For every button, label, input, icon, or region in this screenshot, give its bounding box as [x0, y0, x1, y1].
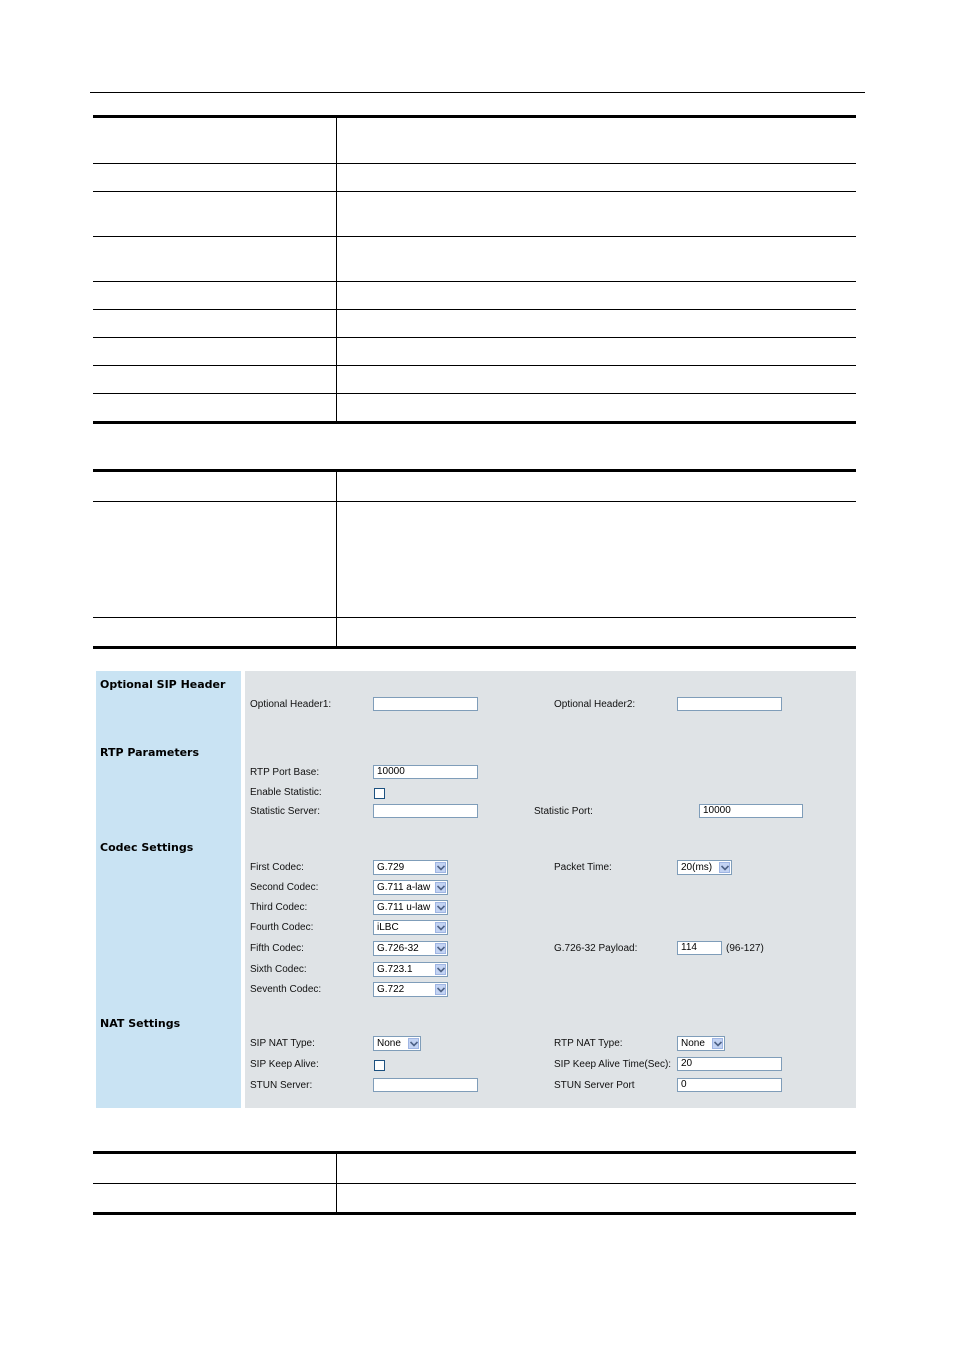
- third-codec-select[interactable]: [373, 900, 448, 915]
- sixth-codec-select[interactable]: [373, 962, 448, 977]
- settings-form: [245, 671, 856, 1108]
- statistic-port-label: Statistic Port:: [534, 806, 593, 817]
- g726-payload-range: (96-127): [726, 943, 764, 954]
- chevron-down-icon: [719, 862, 730, 873]
- table-row: [93, 164, 856, 192]
- chevron-down-icon: [435, 943, 446, 954]
- first-codec-label: First Codec:: [250, 862, 304, 873]
- chevron-down-icon: [435, 902, 446, 913]
- stun-server-port-label: STUN Server Port: [554, 1080, 635, 1091]
- second-codec-label: Second Codec:: [250, 882, 319, 893]
- sip-advanced-settings-panel: [96, 671, 856, 1108]
- enable-statistic-label: Enable Statistic:: [250, 787, 322, 798]
- parameter-table-1: [93, 115, 856, 424]
- optional-header1-label: Optional Header1:: [250, 699, 332, 710]
- seventh-codec-select[interactable]: [373, 982, 448, 997]
- chevron-down-icon: [435, 984, 446, 995]
- first-codec-value: G.729: [377, 862, 405, 873]
- optional-header2-input[interactable]: [677, 697, 782, 711]
- table-bottom-rule: [93, 646, 856, 649]
- table-row: [93, 472, 856, 502]
- fourth-codec-value: iLBC: [377, 922, 399, 933]
- table-row: [93, 118, 856, 164]
- second-codec-select[interactable]: [373, 880, 448, 895]
- optional-header2-label: Optional Header2:: [554, 699, 636, 710]
- section-title-nat-settings: NAT Settings: [100, 1017, 181, 1030]
- statistic-port-input[interactable]: 10000: [699, 804, 803, 818]
- stun-server-input[interactable]: [373, 1078, 478, 1092]
- chevron-down-icon: [435, 964, 446, 975]
- second-codec-value: G.711 a-law: [377, 882, 431, 893]
- section-title-optional-sip-header: Optional SIP Header: [100, 678, 226, 691]
- table-row: [93, 237, 856, 282]
- third-codec-value: G.711 u-law: [377, 902, 431, 913]
- seventh-codec-value: G.722: [377, 984, 405, 995]
- section-title-codec-settings: Codec Settings: [100, 841, 194, 854]
- rtp-nat-type-label: RTP NAT Type:: [554, 1038, 623, 1049]
- table-row: [93, 1184, 856, 1212]
- parameter-table-3: [93, 1151, 856, 1215]
- stun-server-label: STUN Server:: [250, 1080, 313, 1091]
- sixth-codec-label: Sixth Codec:: [250, 964, 307, 975]
- statistic-server-label: Statistic Server:: [250, 806, 321, 817]
- table-row: [93, 338, 856, 366]
- fifth-codec-label: Fifth Codec:: [250, 943, 304, 954]
- sip-nat-type-value: None: [377, 1038, 401, 1049]
- table-bottom-rule: [93, 1212, 856, 1215]
- seventh-codec-label: Seventh Codec:: [250, 984, 322, 995]
- sip-nat-type-label: SIP NAT Type:: [250, 1038, 315, 1049]
- stun-server-port-input[interactable]: 0: [677, 1078, 782, 1092]
- chevron-down-icon: [435, 882, 446, 893]
- fourth-codec-label: Fourth Codec:: [250, 922, 314, 933]
- table-row: [93, 282, 856, 310]
- rtp-nat-type-select[interactable]: [677, 1036, 725, 1051]
- g726-payload-input[interactable]: 114: [677, 941, 722, 955]
- table-row: [93, 366, 856, 394]
- section-title-rtp-parameters: RTP Parameters: [100, 746, 200, 759]
- table-row: [93, 1154, 856, 1184]
- packet-time-select[interactable]: [677, 860, 732, 875]
- parameter-table-2: [93, 469, 856, 649]
- sip-keep-alive-checkbox[interactable]: [374, 1060, 385, 1071]
- table-row: [93, 502, 856, 618]
- optional-header1-input[interactable]: [373, 697, 478, 711]
- sip-nat-type-select[interactable]: [373, 1036, 421, 1051]
- section-sidebar: [96, 671, 241, 1108]
- table-bottom-rule: [93, 421, 856, 424]
- table-row: [93, 192, 856, 237]
- fifth-codec-select[interactable]: [373, 941, 448, 956]
- rtp-port-base-input[interactable]: 10000: [373, 765, 478, 779]
- sixth-codec-value: G.723.1: [377, 964, 413, 975]
- chevron-down-icon: [408, 1038, 419, 1049]
- g726-payload-label: G.726-32 Payload:: [554, 943, 638, 954]
- table-row: [93, 618, 856, 646]
- sip-keep-alive-time-label: SIP Keep Alive Time(Sec):: [554, 1059, 672, 1070]
- chevron-down-icon: [435, 922, 446, 933]
- rtp-nat-type-value: None: [681, 1038, 705, 1049]
- table-row: [93, 310, 856, 338]
- fifth-codec-value: G.726-32: [377, 943, 419, 954]
- enable-statistic-checkbox[interactable]: [374, 788, 385, 799]
- chevron-down-icon: [712, 1038, 723, 1049]
- packet-time-label: Packet Time:: [554, 862, 612, 873]
- packet-time-value: 20(ms): [681, 862, 713, 873]
- first-codec-select[interactable]: [373, 860, 448, 875]
- sip-keep-alive-label: SIP Keep Alive:: [250, 1059, 319, 1070]
- table-row: [93, 394, 856, 421]
- statistic-server-input[interactable]: [373, 804, 478, 818]
- sip-keep-alive-time-input[interactable]: 20: [677, 1057, 782, 1071]
- third-codec-label: Third Codec:: [250, 902, 308, 913]
- page-header-rule: [90, 92, 865, 93]
- rtp-port-base-label: RTP Port Base:: [250, 767, 320, 778]
- chevron-down-icon: [435, 862, 446, 873]
- fourth-codec-select[interactable]: [373, 920, 448, 935]
